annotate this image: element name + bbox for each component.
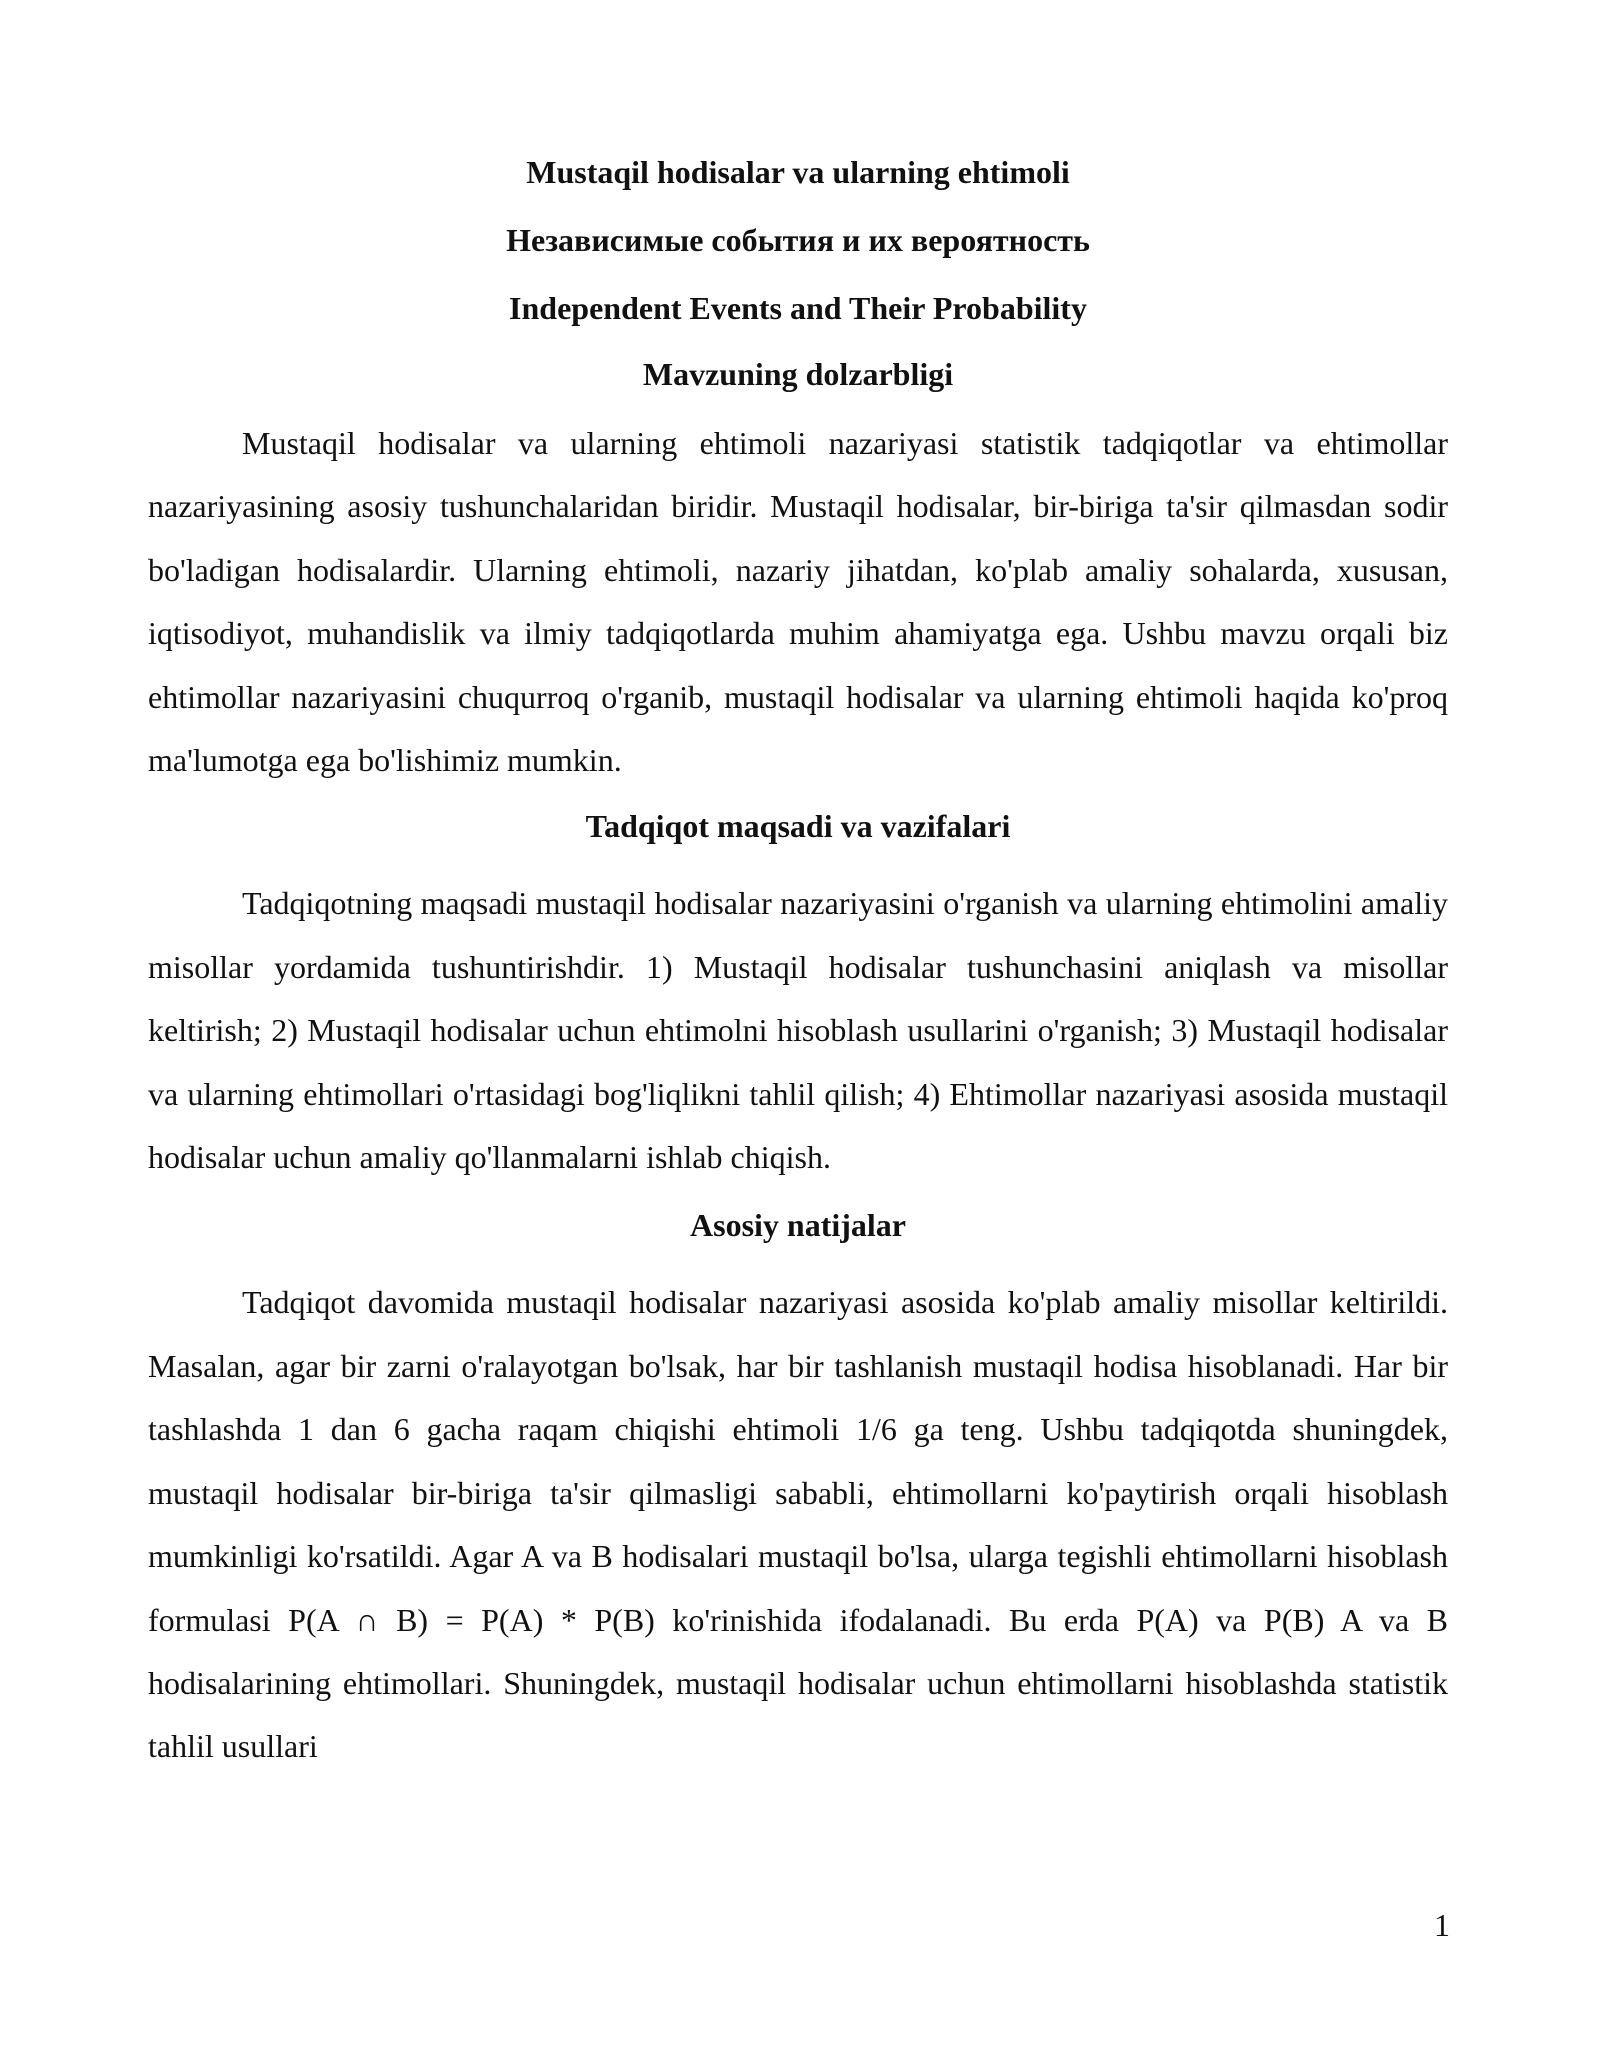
document-page xyxy=(148,138,1448,1779)
section-heading-relevance: Mavzuning dolzarbligi xyxy=(642,356,954,392)
section-text-goals: Tadqiqotning maqsadi mustaqil hodisalar nazariyasini o'rganish va ularning ehtimolini amaliy misollar yordamida tushuntirishdir. 1) Mustaqil hodisalar tushunchasini aniqlash va misollar keltirish; 2) Mustaqil hodisalar uchun ehtimolni hisoblash usullarini o'rganish; 3) Mustaqil hodisalar va ularning ehtimollari o'rtasidagi bog'liqlikni tahlil qilish; 4) Ehtimollar nazariyasi asosida mustaqil hodisalar uchun amaliy qo'llanmalarni ishlab chiqish. xyxy=(148,885,1448,1176)
section-text-results: Tadqiqot davomida mustaqil hodisalar nazariyasi asosida ko'plab amaliy misollar keltirildi. Masalan, agar bir zarni o'ralayotgan bo'lsak, har bir tashlanish mustaqil hodisa hisoblanadi. Har bir tashlashda 1 dan 6 gacha raqam chiqishi ehtimoli 1/6 ga teng. Ushbu tadqiqotda shuningdek, mustaqil hodisalar bir-biriga ta'sir qilmasligi sababli, ehtimollarni ko'paytirish orqali hisoblash mumkinligi ko'rsatildi. Agar A va B hodisalari mustaqil bo'lsa, ularga tegishli ehtimollarni hisoblash formulasi P(A ∩ B) = P(A) * P(B) ko'rinishida ifodalanadi. Bu erda P(A) va P(B) A va B hodisalarining ehtimollari. Shuningdek, mustaqil hodisalar uchun ehtimollarni hisoblashda statistik tahlil usullari xyxy=(148,1284,1448,1765)
title-russian: Независимые события и их вероятность xyxy=(506,222,1090,258)
section-text-relevance: Mustaqil hodisalar va ularning ehtimoli nazariyasi statistik tadqiqotlar va ehtimollar nazariyasining asosiy tushunchalaridan biridir. Mustaqil hodisalar, bir-biriga ta'sir qilmasdan sodir bo'ladigan hodisalardir. Ularning ehtimoli, nazariy jihatdan, ko'plab amaliy sohalarda, xususan, iqtisodiyot, muhandislik va ilmiy tadqiqotlarda muhim ahamiyatga ega. Ushbu mavzu orqali biz ehtimollar nazariyasini chuqurroq o'rganib, mustaqil hodisalar va ularning ehtimoli haqida ko'proq ma'lumotga ega bo'lishimiz mumkin. xyxy=(148,425,1448,779)
title-uzbek: Mustaqil hodisalar va ularning ehtimoli xyxy=(526,154,1070,190)
section-heading-goals: Tadqiqot maqsadi va vazifalari xyxy=(585,808,1011,845)
section-heading-results: Asosiy natijalar xyxy=(690,1207,906,1244)
title-english: Independent Events and Their Probability xyxy=(509,290,1087,326)
page-number: 1 xyxy=(1434,1907,1450,1943)
